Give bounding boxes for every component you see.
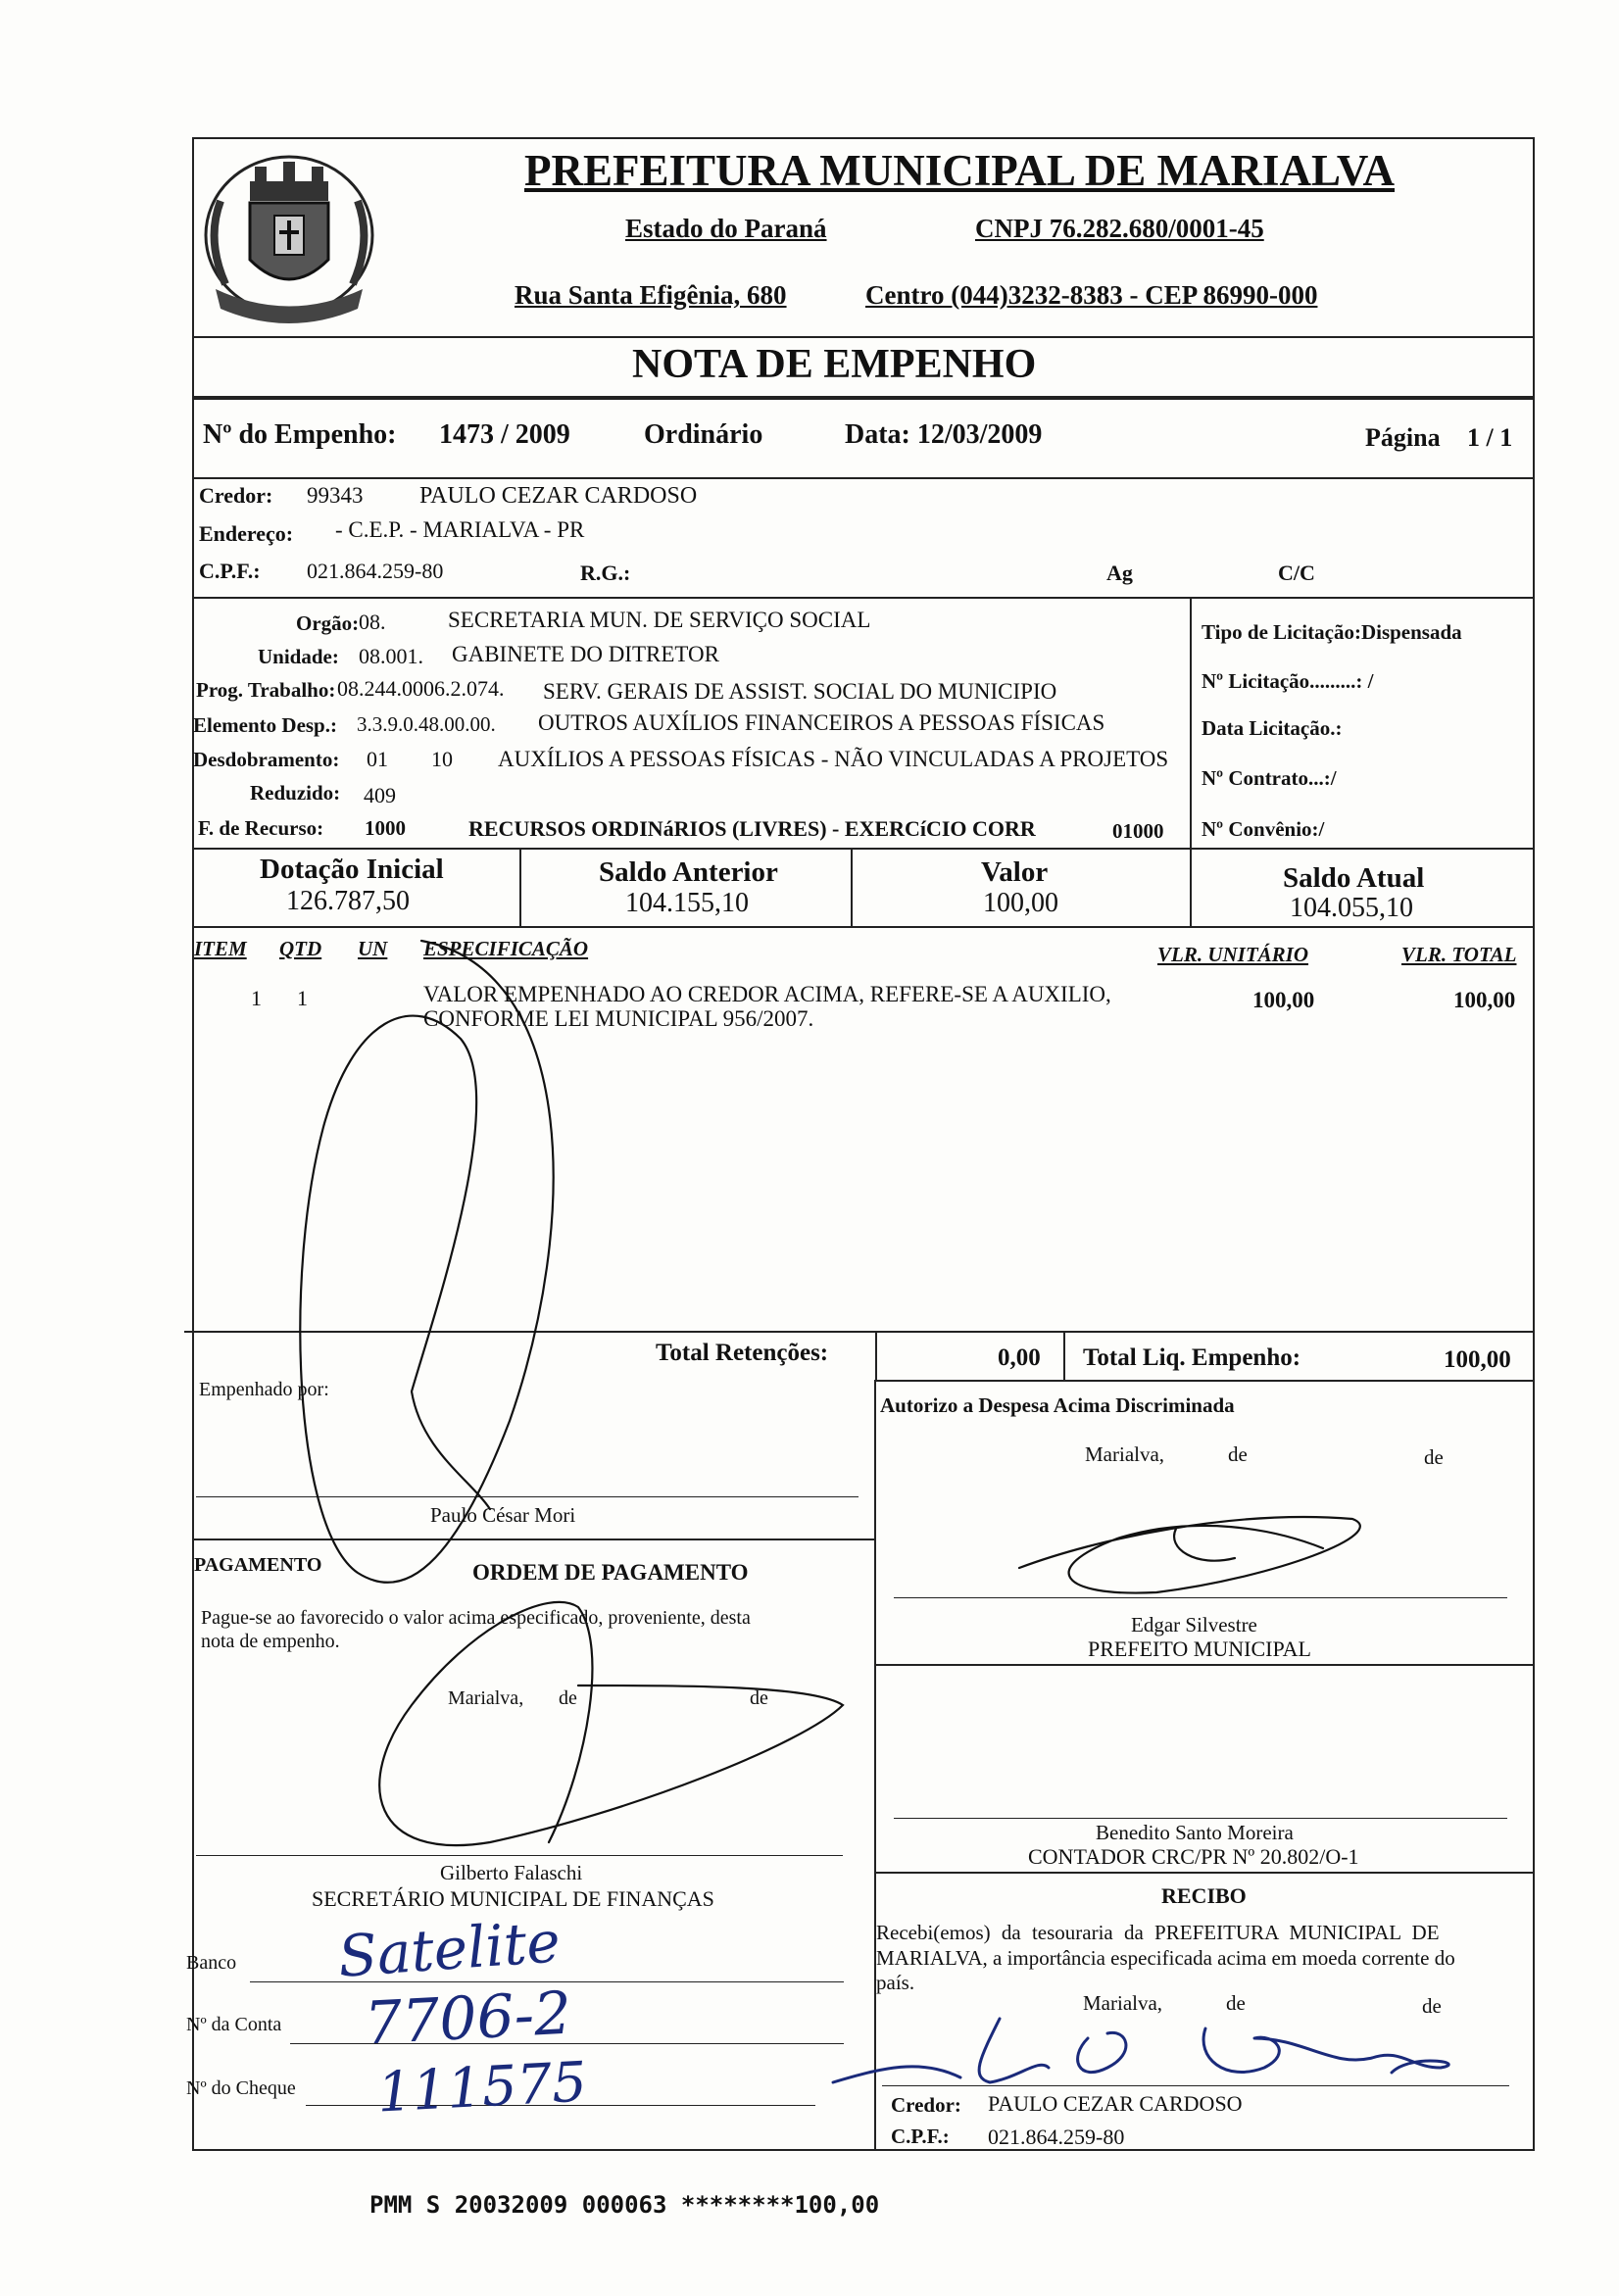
recurso-code: 1000 [365,816,406,840]
mechanical-stamp: PMM S 20032009 000063 ********100,00 [369,2191,880,2219]
unidade-label: Unidade: [258,645,339,668]
credor-cpf: 021.864.259-80 [307,559,444,583]
recibo-cpf: 021.864.259-80 [988,2125,1125,2149]
autorizo-label: Autorizo a Despesa Acima Discriminada [880,1393,1235,1417]
cc-label: C/C [1278,561,1315,585]
page-number: 1 / 1 [1467,423,1513,452]
conta-handwritten: 7706-2 [363,1978,573,2059]
elemento-name: OUTROS AUXÍLIOS FINANCEIROS A PESSOAS FÍSICAS [538,710,1105,735]
state-name: Estado do Paraná [625,214,827,243]
recibo-credor-name: PAULO CEZAR CARDOSO [988,2091,1243,2116]
document-title: NOTA DE EMPENHO [632,342,1037,387]
pague-text-line1: Pague-se ao favorecido o valor acima especificado, proveniente, desta [201,1607,751,1629]
saldo-anterior-value: 104.155,10 [625,888,749,918]
recibo-credor-label: Credor: [891,2093,961,2117]
ag-label: Ag [1106,561,1133,585]
orgao-code: 08. [359,610,386,634]
un-header: UN [358,937,388,960]
district-phone-cep: Centro (044)3232-8383 - CEP 86990-000 [865,280,1318,310]
dotacao-label: Dotação Inicial [260,854,444,885]
desdobramento-name: AUXÍLIOS A PESSOAS FÍSICAS - NÃO VINCULADAS A PROJETOS [498,747,1169,771]
cnpj: CNPJ 76.282.680/0001-45 [975,214,1264,243]
item-unit-value: 100,00 [1252,988,1315,1012]
licitacao-numero: Nº Licitação.........: / [1202,669,1374,693]
saldo-anterior-label: Saldo Anterior [599,856,778,888]
desdobramento-a: 01 [367,747,388,771]
cpf-label: C.P.F.: [199,559,261,583]
reduzido-value: 409 [364,783,396,807]
liquido-label: Total Liq. Empenho: [1083,1344,1301,1371]
pagamento-de-2: de [750,1687,768,1709]
recibo-cpf-label: C.P.F.: [891,2125,950,2148]
autorizo-city: Marialva, [1085,1442,1165,1466]
reduzido-label: Reduzido: [250,781,341,805]
secretario-title: SECRETÁRIO MUNICIPAL DE FINANÇAS [312,1886,714,1911]
item-description-line1: VALOR EMPENHADO AO CREDOR ACIMA, REFERE-SE A AUXILIO, [423,982,1111,1006]
empenhado-por-name: Paulo César Mori [430,1503,576,1527]
recibo-de-2: de [1422,1994,1442,2018]
autorizo-de-1: de [1228,1442,1248,1466]
contador-title: CONTADOR CRC/PR Nº 20.802/O-1 [1028,1844,1359,1869]
credor-label: Credor: [199,483,273,508]
empenho-type: Ordinário [644,419,763,450]
credor-code: 99343 [307,483,364,508]
recibo-text-line2: MARIALVA, a importância especificada acima em moeda corrente do [876,1946,1455,1970]
contador-name: Benedito Santo Moreira [1096,1821,1294,1844]
street-address: Rua Santa Efigênia, 680 [515,280,787,310]
cheque-label: Nº do Cheque [186,2077,296,2099]
conta-label: Nº da Conta [186,2014,282,2035]
empenhado-por-label: Empenhado por: [199,1379,329,1400]
prog-label: Prog. Trabalho: [196,678,336,702]
vlr-total-header: VLR. TOTAL [1401,943,1517,966]
rg-label: R.G.: [580,561,631,585]
item-description-line2: CONFORME LEI MUNICIPAL 956/2007. [423,1006,814,1031]
licitacao-data: Data Licitação.: [1202,716,1343,740]
pagamento-label: PAGAMENTO [194,1554,322,1576]
contrato-numero: Nº Contrato...:/ [1202,766,1337,790]
credor-address: - C.E.P. - MARIALVA - PR [335,517,585,542]
orgao-name: SECRETARIA MUN. DE SERVIÇO SOCIAL [448,608,871,632]
recibo-text-line1: Recebi(emos) da tesouraria da PREFEITURA MUNICIPAL DE [876,1921,1440,1944]
municipality-title: PREFEITURA MUNICIPAL DE MARIALVA [524,146,1396,195]
recibo-city: Marialva, [1083,1991,1163,2015]
recurso-name: RECURSOS ORDINáRIOS (LIVRES) - EXERCíCIO CORR [468,816,1036,841]
unidade-name: GABINETE DO DITRETOR [452,642,719,666]
pague-text-line2: nota de empenho. [201,1631,340,1652]
unidade-code: 08.001. [359,644,423,668]
cheque-handwritten: 111575 [375,2050,589,2125]
recibo-title: RECIBO [1161,1883,1247,1908]
especificacao-header: ESPECIFICAÇÃO [423,937,589,960]
elemento-code: 3.3.9.0.48.00.00. [357,712,496,736]
empenho-date: Data: 12/03/2009 [845,419,1043,450]
orgao-label: Orgão: [296,611,360,635]
licitacao-tipo: Tipo de Licitação:Dispensada [1202,620,1462,644]
saldo-atual-value: 104.055,10 [1290,893,1413,923]
recibo-text-line3: país. [876,1971,915,1994]
recurso-number: 01000 [1112,819,1164,843]
banco-handwritten: Satelite [335,1908,563,1990]
qtd-header: QTD [279,937,322,960]
recibo-de-1: de [1226,1991,1246,2015]
prefeito-name: Edgar Silvestre [1131,1613,1257,1637]
valor-label: Valor [981,856,1049,888]
page-label: Página [1365,423,1441,452]
banco-label: Banco [186,1952,237,1974]
empenho-number: 1473 / 2009 [439,419,570,450]
ordem-pagamento-label: ORDEM DE PAGAMENTO [472,1560,749,1585]
recurso-label: F. de Recurso: [198,816,324,840]
desdobramento-b: 10 [431,747,453,771]
liquido-value: 100,00 [1444,1346,1511,1373]
saldo-atual-label: Saldo Atual [1283,862,1425,894]
item-total-value: 100,00 [1453,988,1516,1012]
valor-value: 100,00 [983,888,1058,918]
item-number: 1 [251,986,262,1010]
pagamento-city: Marialva, [448,1687,524,1709]
prog-name: SERV. GERAIS DE ASSIST. SOCIAL DO MUNICIPIO [543,679,1057,704]
retencoes-label: Total Retenções: [656,1340,829,1366]
retencoes-value: 0,00 [998,1344,1041,1371]
desdobramento-label: Desdobramento: [193,748,340,771]
convenio-numero: Nº Convênio:/ [1202,817,1325,841]
secretario-name: Gilberto Falaschi [440,1861,583,1884]
pagamento-de-1: de [559,1687,577,1709]
item-qtd: 1 [297,986,308,1010]
credor-name: PAULO CEZAR CARDOSO [419,483,698,509]
empenho-number-label: Nº do Empenho: [203,419,397,450]
prog-code: 08.244.0006.2.074. [337,676,505,701]
item-header: ITEM [194,937,247,960]
dotacao-value: 126.787,50 [286,886,410,916]
address-label: Endereço: [199,521,294,546]
autorizo-de-2: de [1424,1445,1444,1469]
prefeito-title: PREFEITO MUNICIPAL [1088,1637,1311,1661]
vlr-unitario-header: VLR. UNITÁRIO [1157,943,1309,966]
elemento-label: Elemento Desp.: [193,713,337,737]
